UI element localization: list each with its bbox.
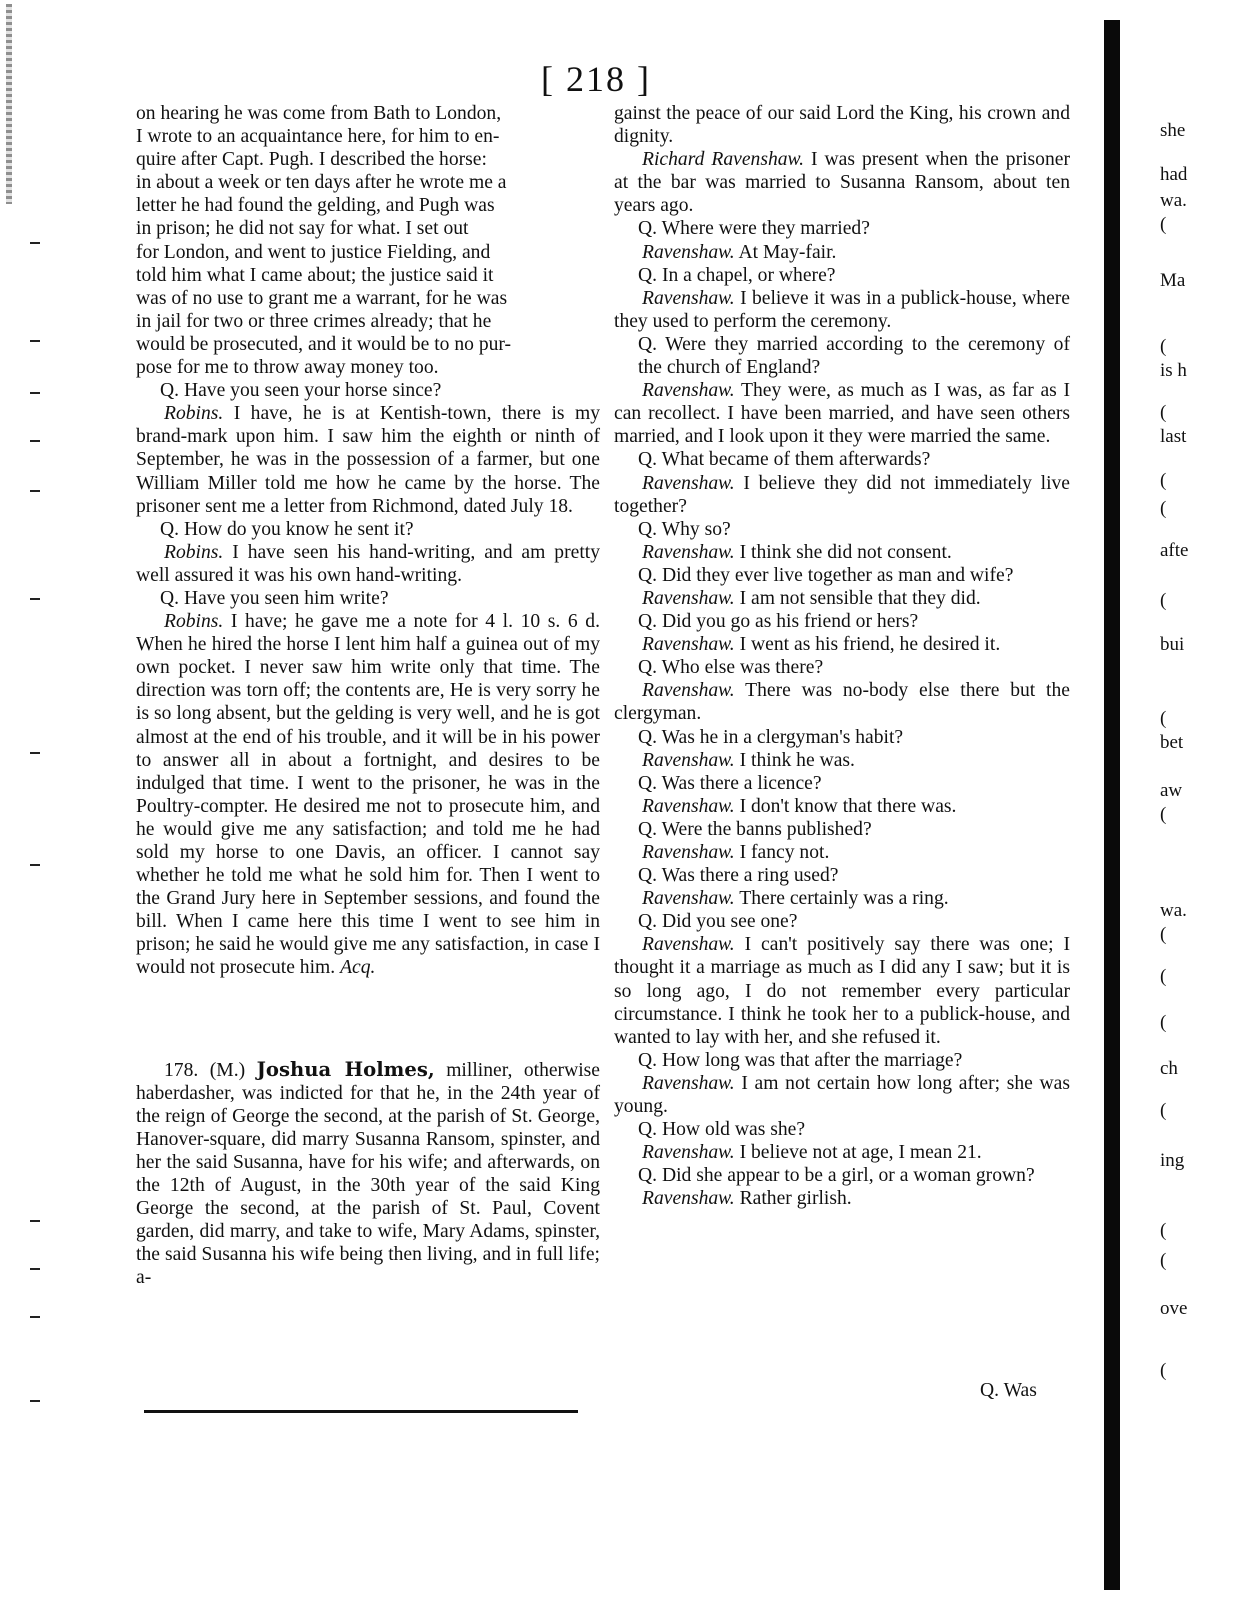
fragment-text: last [1160,426,1187,447]
text-line: for London, and went to justice Fielding, and [136,241,491,263]
answer-text: There was no-body else there but the clergyman. [614,680,1070,725]
answer-text: I fancy not. [734,842,830,863]
question: Q. Why so? [638,518,731,540]
verdict: Acq. [340,957,376,979]
speaker-name: Ravenshaw. [642,380,735,402]
question: Q. Was there a ring used? [638,865,839,887]
speaker-name: Ravenshaw. [642,888,735,910]
answer-text: I was present when the prisoner at the bar was married to Susanna Ransom, about ten years ago. [614,149,1071,217]
text-line: told him what I came about; the justice said it [136,264,494,286]
left-column [136,102,600,1290]
case-number: 178. (M.) [164,1059,246,1081]
answer-text: I believe it was in a publick-house, where they used to perform the ceremony. [614,287,1070,332]
fragment-text: had [1160,164,1188,185]
page-number: [ 218 ] [541,59,651,99]
binding-shadow [1104,20,1120,1590]
fragment-text: wa. [1160,900,1187,921]
answer [614,933,1070,1048]
speaker-name: Richard Ravenshaw. [642,149,805,171]
question: Q. Did you go as his friend or hers? [638,611,919,633]
fragment-text: bui [1160,634,1185,655]
defendant-name: Joshua Holmes, [256,1057,435,1081]
text-line: I wrote to an acquaintance here, for him to en- [136,126,500,148]
fragment-text: ( [1160,924,1167,945]
indictment-text: milliner, otherwise haberdasher, was indicted for that he, in the 24th year of the reign of George the second, at the parish of St. George, Hanover-square, did marry Susanna Ransom, spinster, and her the said Susanna, have for his wife; and afterwards, on the 12th of August, in the 30th year of the said King George the second, at the parish of St. Paul, Covent garden, did marry, and take to wife, Mary Adams, spinster, the said Susanna his wife being then living, and in full life; a- [136,1059,600,1289]
next-page-fragments [1160,100,1236,1600]
text-line: pose for me to throw away money too. [136,357,439,379]
speaker-name: Ravenshaw. [642,842,735,863]
answer [614,841,1070,864]
answer [614,749,1070,772]
answer-text: I am not sensible that they did. [734,587,981,609]
opening-text: gainst the peace of our said Lord the King, his crown and dignity. [614,103,1070,148]
question: Q. Where were they married? [638,218,870,240]
text-line: in jail for two or three crimes already; that he [136,310,492,332]
fragment-text: ( [1160,590,1167,611]
answer [614,541,1070,564]
answer-text: I have; he gave me a note for 4 l. 10 s. 6 d. When he hired the horse I lent him half a guinea out of my own pocket. I never saw him write only that time. The direction was torn off; the contents are, He is very sorry he is so long absent, but the gelding is very well, and he is got almost at the end of his trouble, and it will be in his power to answer all in about a fortnight, and desires to be indulged that time. I went to the prisoner, he was in the Poultry-compter. He desired me not to prosecute him, and he would give me any satisfaction; and told me he had sold my horse to one Davis, an officer. I cannot say whether he told me what he sold him for. Then I went to the Grand Jury here in September sessions, and found the bill. When I came here this time I went to see him in prison; he said he would give me any satisfaction, in case I would not prosecute him. [136,611,600,979]
speaker-name: Ravenshaw. [642,749,735,771]
question: Q. Did they ever live together as man and wife? [638,564,1014,586]
question: Q. In a chapel, or where? [638,264,836,286]
speaker-name: Robins. [164,403,224,425]
question: Q. How long was that after the marriage? [638,1049,963,1071]
speaker-name: Ravenshaw. [642,795,735,817]
answer-text: I believe not at age, I mean 21. [734,1142,982,1164]
speaker-name: Robins. [164,611,224,633]
answer-text: I don't know that there was. [734,795,957,817]
answer-text: I have seen his hand-writing, and am pretty well assured it was his own hand-writing. [136,541,600,586]
answer-text: I think she did not consent. [734,541,952,563]
answer [614,287,1070,333]
question: Q. Have you seen him write? [160,587,389,609]
answer [614,587,1070,610]
speaker-name: Ravenshaw. [642,472,735,494]
answer-text: I have, he is at Kentish-town, there is my brand-mark upon him. I saw him the eighth or ninth of September, he was in the possession of a farmer, but one William Miller told me how he came by the horse. The prisoner sent me a letter from Richmond, dated July 18. [136,403,600,517]
question: Q. Were they married according to the ceremony of the church of England? [638,333,1070,379]
section-divider [144,1410,578,1413]
fragment-text: afte [1160,540,1189,561]
answer [136,610,600,980]
speaker-name: Ravenshaw. [642,241,735,263]
fragment-text: aw [1160,780,1183,801]
fragment-text: is h [1160,360,1187,381]
question: Q. How old was she? [638,1119,806,1141]
answer-text: At May-fair. [734,241,837,263]
answer-text: They were, as much as I was, as far as I can recollect. I have been married, and have seen others married, and I look upon it they were married the same. [614,380,1070,448]
fragment-text: ove [1160,1298,1188,1319]
fragment-text: ( [1160,1012,1167,1033]
answer-text: I am not certain how long after; she was young. [614,1072,1070,1118]
answer [614,148,1070,217]
answer-text: Rather girlish. [734,1188,852,1210]
text-line: was of no use to grant me a warrant, for he was [136,287,508,309]
question: Q. Did she appear to be a girl, or a woman grown? [638,1165,1035,1187]
text-line: on hearing he was come from Bath to London, [136,103,502,124]
fragment-text: ch [1160,1058,1178,1079]
answer [614,379,1070,448]
text-line: in prison; he did not say for what. I set out [136,218,469,240]
question: Q. How do you know he sent it? [160,518,414,540]
fragment-text: she [1160,120,1186,141]
fragment-text: ( [1160,336,1167,357]
speaker-name: Ravenshaw. [642,587,735,609]
speaker-name: Ravenshaw. [642,1142,735,1164]
fragment-text: ( [1160,1250,1167,1271]
fragment-text: ( [1160,470,1167,491]
speaker-name: Ravenshaw. [642,1072,735,1094]
fragment-text: Ma [1160,270,1186,291]
middle-column [614,102,1070,1211]
fragment-text: ( [1160,966,1167,987]
text-line: letter he had found the gelding, and Pugh was [136,195,495,217]
answer [614,1187,1070,1210]
speaker-name: Ravenshaw. [642,541,735,563]
speaker-name: Ravenshaw. [642,934,735,956]
fragment-text: ( [1160,1360,1167,1381]
answer [614,1141,1070,1164]
fragment-text: ing [1160,1150,1185,1171]
answer [136,402,600,517]
answer-text: I think he was. [734,749,855,771]
speaker-name: Ravenshaw. [642,680,735,702]
fragment-text: ( [1160,402,1167,423]
question: Q. Were the banns published? [638,818,872,840]
answer [136,541,600,587]
answer [614,795,1070,818]
answer [614,679,1070,725]
question: Q. Who else was there? [638,657,824,679]
text-line: would be prosecuted, and it would be to no pur- [136,333,512,355]
answer-text: There certainly was a ring. [734,888,949,910]
answer [614,887,1070,910]
answer [614,633,1070,656]
answer [614,472,1070,518]
catchword: Q. Was [980,1380,1037,1401]
question: Q. What became of them afterwards? [638,449,931,471]
text-line: in about a week or ten days after he wrote me a [136,172,507,194]
answer [614,1072,1070,1118]
speaker-name: Ravenshaw. [642,287,735,309]
question: Q. Was he in a clergyman's habit? [638,726,904,748]
fragment-text: ( [1160,1100,1167,1121]
fragment-text: ( [1160,214,1167,235]
fragment-text: ( [1160,708,1167,729]
fragment-text: ( [1160,1220,1167,1241]
answer [614,241,1070,264]
fragment-text: bet [1160,732,1184,753]
answer-text: I went as his friend, he desired it. [734,634,1001,656]
fragment-text: ( [1160,804,1167,825]
question: Q. Have you seen your horse since? [160,380,442,402]
speaker-name: Robins. [164,541,224,563]
fragment-text: wa. [1160,190,1187,211]
question: Q. Was there a licence? [638,772,822,794]
left-gutter-scan-marks [0,0,46,1608]
question: Q. Did you see one? [638,911,798,933]
answer-text: I believe they did not immediately live together? [614,472,1070,517]
fragment-text: ( [1160,498,1167,519]
text-line: quire after Capt. Pugh. I described the horse: [136,149,487,171]
speaker-name: Ravenshaw. [642,634,735,656]
case-indictment [136,1058,600,1290]
answer-text: I can't positively say there was one; I thought it a marriage as much as I did any I saw; but it is so long ago, I do not remember every particular circumstance. I think he took her to a publick-house, and wanted to lay with her, and she refused it. [614,934,1070,1048]
speaker-name: Ravenshaw. [642,1188,735,1210]
